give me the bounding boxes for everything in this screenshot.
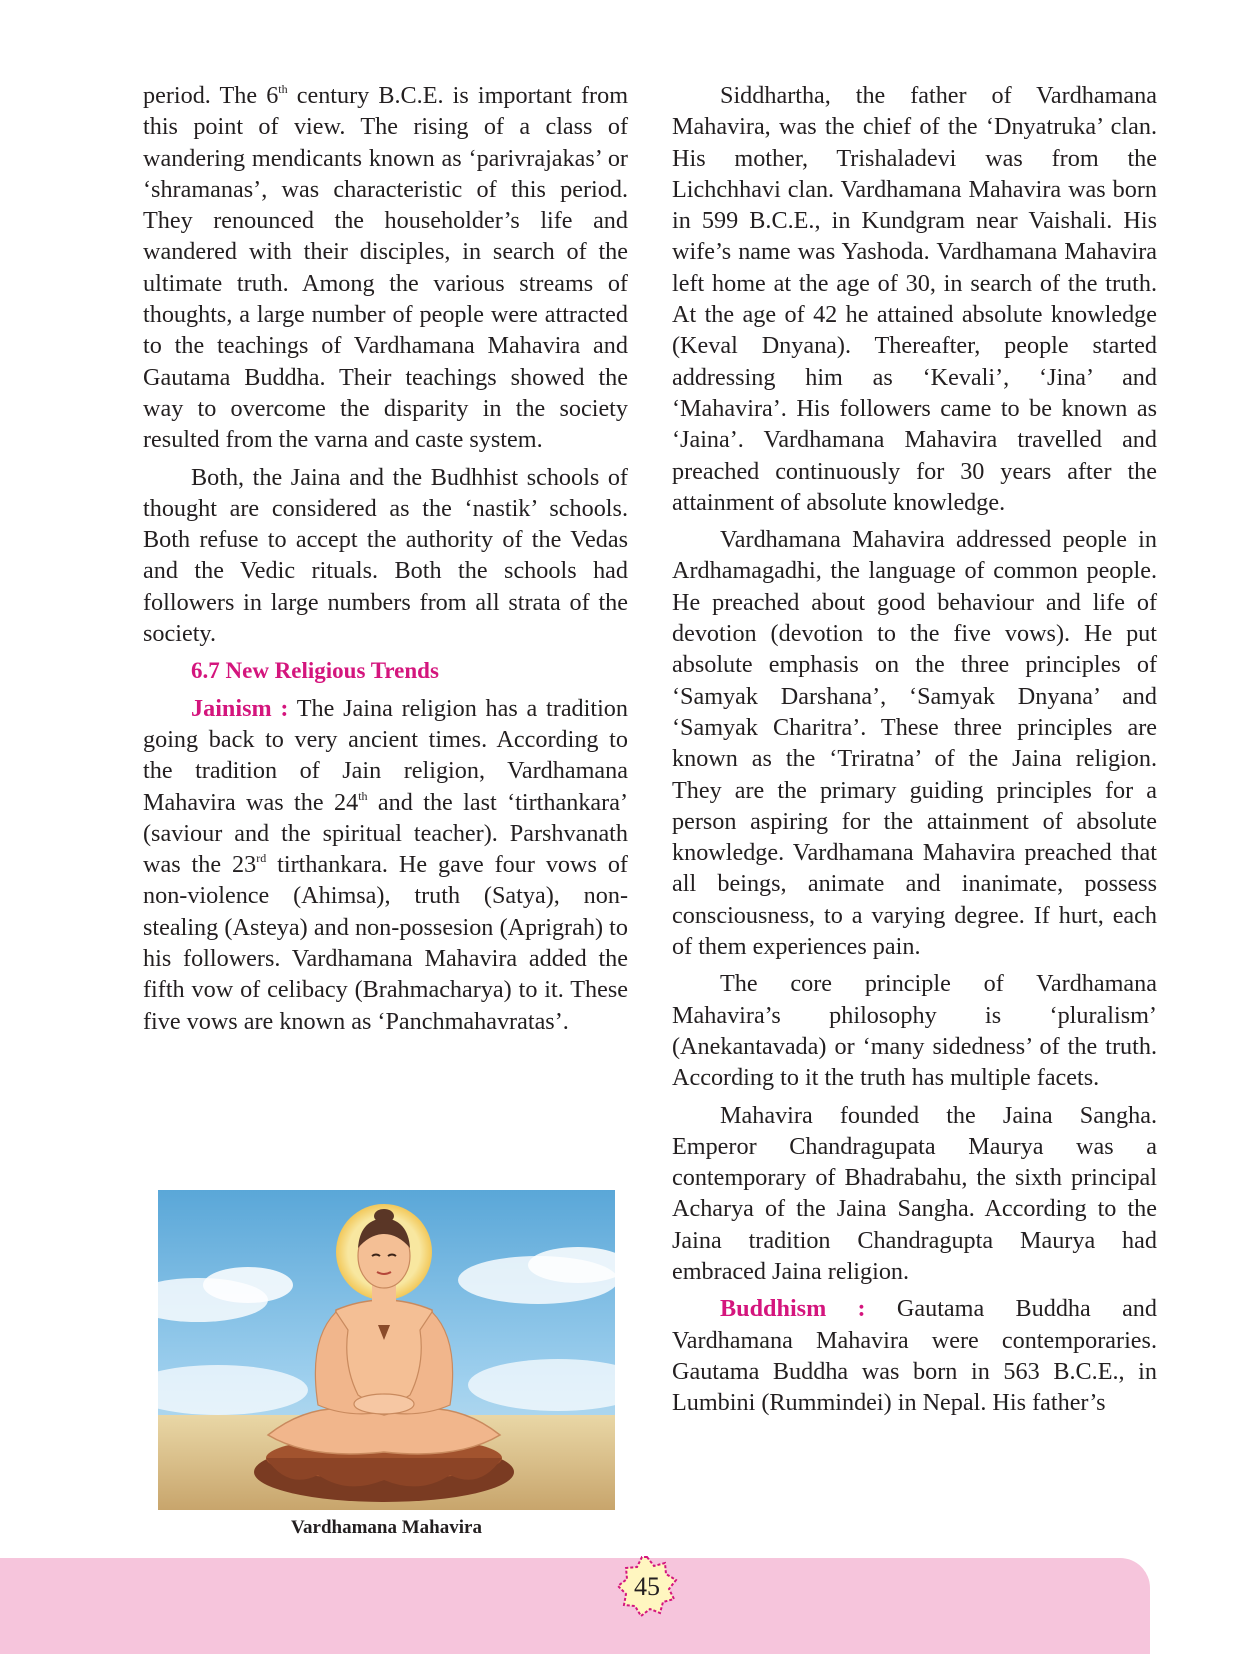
paragraph: Mahavira founded the Jaina Sangha. Emperor Chandragupata Maurya was a contemporary of Bhadrabahu, the sixth principal Acharya of the Jaina Sangha. According to the Jaina tradition Chandragupta Maurya had embraced Jaina religion. xyxy=(672,1101,1157,1285)
page-number-badge xyxy=(614,1554,680,1620)
right-column xyxy=(672,80,1157,1424)
term-jainism: Jainism : xyxy=(191,694,289,722)
paragraph: The core principle of Vardhamana Mahavira’s philosophy is ‘pluralism’ (Anekantavada) or ‘many sidedness’ of the truth. According to it the truth has multiple facets. xyxy=(672,970,1157,1092)
term-buddhism: Buddhism : xyxy=(720,1295,866,1323)
paragraph: period. The 6th century B.C.E. is important from this point of view. The rising of a class of wandering mendicants known as ‘parivrajakas’ or ‘shramanas’, was characteristic of this period. They renounced the householder’s life and wandered with their disciples, in search of the ultimate truth. Among the various streams of thoughts, a large number of people were attracted to the teachings of Vardhamana Mahavira and Gautama Buddha. Their teachings showed the way to overcome the disparity in the society resulted from the varna and caste system. xyxy=(143,82,629,454)
section-heading: 6.7 New Religious Trends xyxy=(191,658,439,684)
footer-band xyxy=(0,1558,1150,1654)
paragraph: Vardhamana Mahavira addressed people in Ardhamagadhi, the language of common people. He preached about good behaviour and life of devotion (devotion to the five vows). He put absolute emphasis on the three principles of ‘Samyak Darshana’, ‘Samyak Dnyana’ and ‘Samyak Charitra’. These three principles are known as the ‘Triratna’ of the Jaina religion. They are the primary guiding principles for a person aspiring for the attainment of absolute knowledge. Vardhamana Mahavira preached that all beings, animate and inanimate, possess consciousness, to a varying degree. If hurt, each of them experiences pain. xyxy=(672,526,1157,961)
left-column xyxy=(143,80,628,1043)
paragraph: Siddhartha, the father of Vardhamana Mahavira, was the chief of the ‘Dnyatruka’ clan. His mother, Trishaladevi was from the Lichchhavi clan. Vardhamana Mahavira was born in 599 B.C.E., in Kundgram near Vaishali. His wife’s name was Yashoda. Vardhamana Mahavira left home at the age of 30, in search of the truth. At the age of 42 he attained absolute knowledge (Keval Dnyana). Thereafter, people started addressing him as ‘Kevali’, ‘Jina’ and ‘Mahavira’. His followers came to be known as ‘Jaina’. Vardhamana Mahavira travelled and preached continuously for 30 years after the attainment of absolute knowledge. xyxy=(672,82,1157,516)
paragraph: Both, the Jaina and the Budhhist schools of thought are considered as the ‘nastik’ schools. Both refuse to accept the authority of the Vedas and the Vedic rituals. Both the schools had followers in large numbers from all strata of the society. xyxy=(143,463,628,648)
figure-caption: Vardhamana Mahavira xyxy=(291,1517,482,1538)
paragraph: Buddhism : Gautama Buddha and Vardhamana Mahavira were contemporaries. Gautama Buddha was born in 563 B.C.E., in Lumbini (Rummindei) in Nepal. His father’s xyxy=(672,1295,1157,1417)
paragraph: Jainism : The Jaina religion has a tradition going back to very ancient times. According to the tradition of Jain religion, Vardhamana Mahavira was the 24th and the last ‘tirthankara’ (saviour and the spiritual teacher). Parshvanath was the 23rd tirthankara. He gave four vows of non-violence (Ahimsa), truth (Satya), non-stealing (Asteya) and non-possesion (Aprigrah) to his followers. Vardhamana Mahavira added the fifth vow of celibacy (Brahmacharya) to it. These five vows are known as ‘Panchmahavratas’. xyxy=(143,694,628,1035)
page-number: 45 xyxy=(634,1572,660,1601)
mahavira-illustration xyxy=(158,1190,615,1510)
meditating-figure-image xyxy=(158,1190,615,1510)
